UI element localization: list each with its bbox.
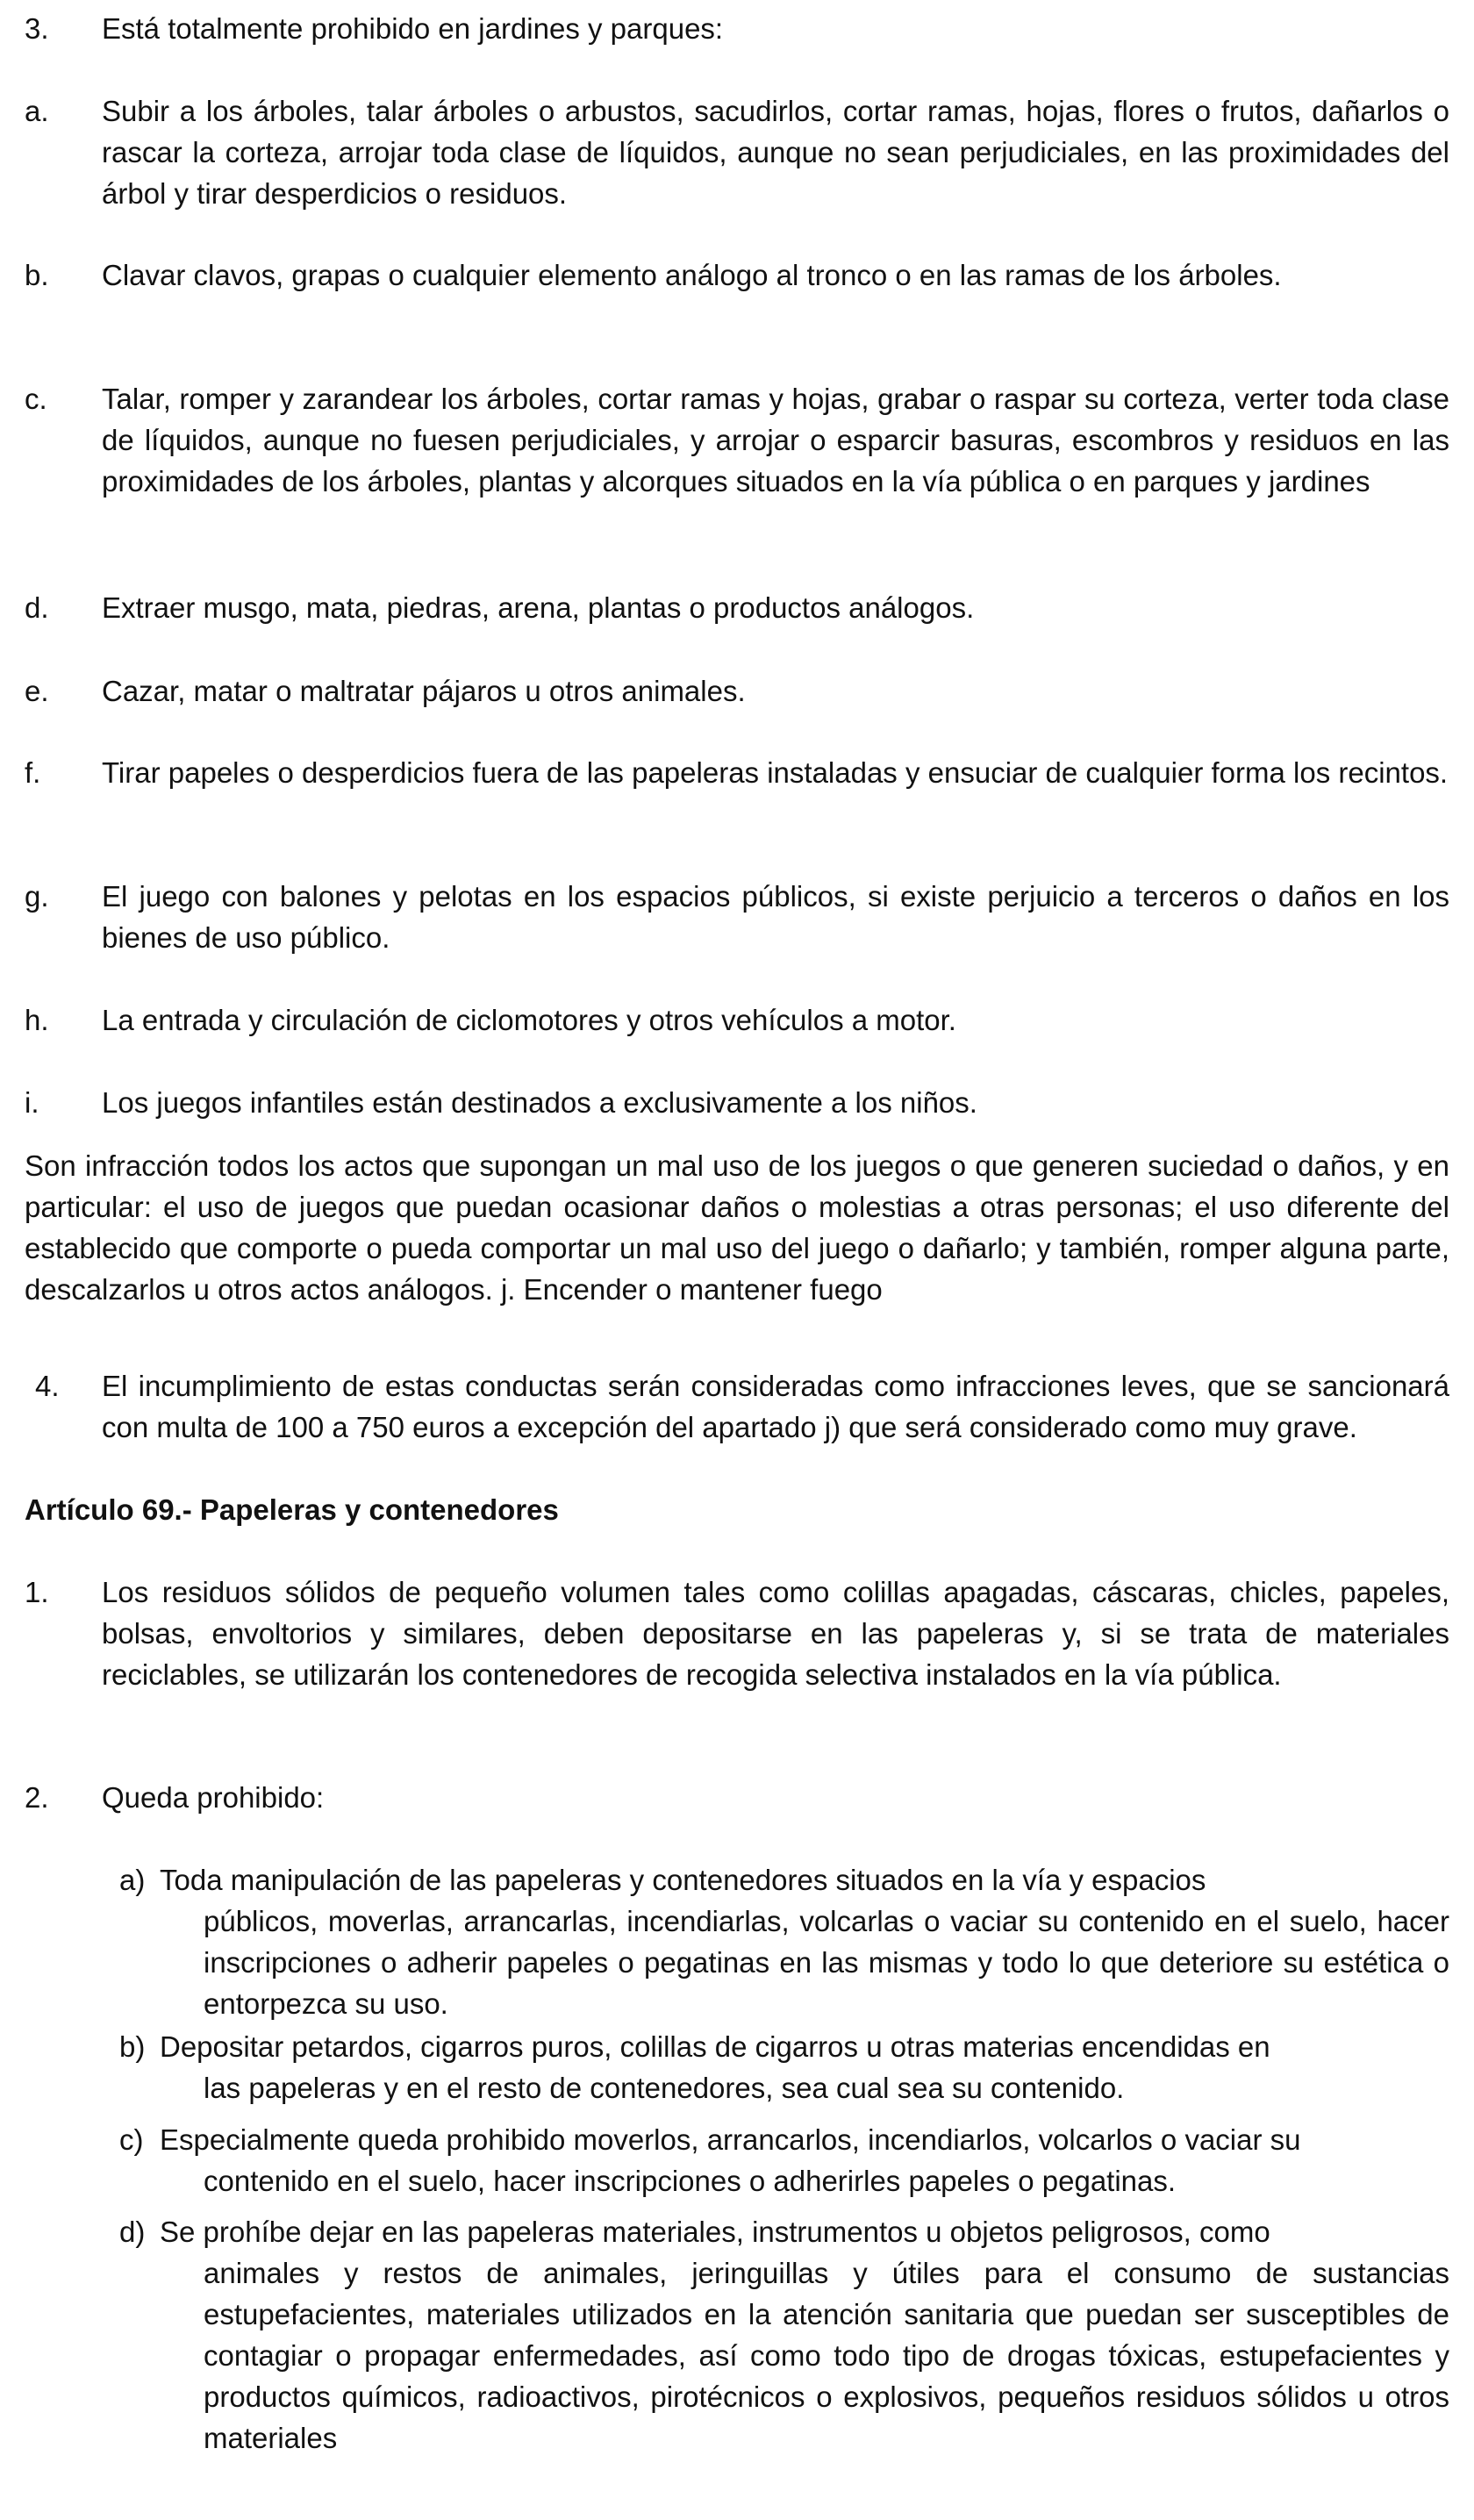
item-text: Está totalmente prohibido en jardines y parques:: [102, 12, 724, 45]
sub-item-first-line: Especialmente queda prohibido moverlos, arrancarlos, incendiarlos, volcarlos o vaciar su: [160, 2123, 1301, 2156]
sub-item-first-line: Depositar petardos, cigarros puros, colillas de cigarros u otras materias encendidas en: [160, 2030, 1270, 2063]
item-text: El juego con balones y pelotas en los espacios públicos, si existe perjuicio a terceros o daños en los bienes de uso público.: [102, 880, 1449, 954]
item-text: Queda prohibido:: [102, 1781, 325, 1814]
item-text: Cazar, matar o maltratar pájaros u otros animales.: [102, 675, 746, 707]
item-letter: d.: [25, 591, 49, 624]
sub-item-first-line: Toda manipulación de las papeleras y contenedores situados en la vía y espacios: [160, 1864, 1206, 1896]
sub-item-b: [95, 2026, 1449, 2108]
item-text: Tirar papeles o desperdicios fuera de las papeleras instaladas y ensuciar de cualquier forma los recintos.: [102, 756, 1449, 789]
item-letter: h.: [25, 1004, 49, 1036]
article-item-2: [25, 1777, 1449, 1818]
list-item-d: [25, 587, 1449, 628]
item-text: Subir a los árboles, talar árboles o arbustos, sacudirlos, cortar ramas, hojas, flores o frutos, dañarlos o rascar la corteza, arrojar toda clase de líquidos, aunque no sean perjudiciales, en las proximidades del árbol y tirar desperdicios o residuos.: [102, 95, 1449, 210]
item-number: 1.: [25, 1576, 49, 1608]
item-text: Clavar clavos, grapas o cualquier elemento análogo al tronco o en las ramas de los árboles.: [102, 259, 1282, 291]
infraction-paragraph: Son infracción todos los actos que supongan un mal uso de los juegos o que generen suciedad o daños, y en particular: el uso de juegos que puedan ocasionar daños o molestias a otras personas; el uso diferente del establecido que comporte o pueda comportar un mal uso del juego o dañarlo; y también, romper alguna parte, descalzarlos u otros actos análogos. j. Encender o mantener fuego: [25, 1149, 1449, 1306]
item-letter: f.: [25, 756, 41, 789]
sub-item-rest: animales y restos de animales, jeringuillas y útiles para el consumo de sustancias estupefacientes, materiales utilizados en la atención sanitaria que puedan ser susceptibles de contagiar o propagar enfermedades, así como todo tipo de drogas tóxicas, estupefacientes y productos químicos, radioactivos, pirotécnicos o explosivos, pequeños residuos sólidos u otros materiales: [204, 2257, 1449, 2454]
item-letter: i.: [25, 1086, 39, 1119]
sub-item-d: [95, 2211, 1449, 2459]
list-item-i: [25, 1082, 1449, 1123]
item-text: El incumplimiento de estas conductas serán consideradas como infracciones leves, que se sancionará con multa de 100 a 750 euros a excepción del apartado j) que será considerado como muy grave.: [102, 1370, 1449, 1443]
article-heading: Artículo 69.- Papeleras y contenedores: [25, 1493, 559, 1526]
section-4: [25, 1365, 1449, 1448]
sub-item-rest: públicos, moverlas, arrancarlas, incendiarlas, volcarlas o vaciar su contenido en el suelo, hacer inscripciones o adherir papeles o pegatinas en las mismas y todo lo que deteriore su estética o entorpezca su uso.: [204, 1905, 1449, 2020]
sub-item-c: [95, 2119, 1449, 2201]
item-number: 3.: [25, 12, 49, 45]
sub-item-letter: a): [119, 1864, 146, 1896]
sub-item-letter: b): [119, 2030, 146, 2063]
item-letter: e.: [25, 675, 49, 707]
item-text: La entrada y circulación de ciclomotores y otros vehículos a motor.: [102, 1004, 956, 1036]
list-item-e: [25, 670, 1449, 712]
list-item-f: [25, 752, 1449, 793]
item-text: Talar, romper y zarandear los árboles, cortar ramas y hojas, grabar o raspar su corteza, verter toda clase de líquidos, aunque no fuesen perjudiciales, y arrojar o esparcir basuras, escombros y residuos en las proximidades de los árboles, plantas y alcorques situados en la vía pública o en parques y jardines: [102, 383, 1449, 498]
sub-item-a: [95, 1859, 1449, 2024]
list-item-h: [25, 999, 1449, 1041]
item-number: 2.: [25, 1781, 49, 1814]
list-item-g: [25, 876, 1449, 958]
item-text: Extraer musgo, mata, piedras, arena, plantas o productos análogos.: [102, 591, 975, 624]
item-letter: g.: [25, 880, 49, 913]
sub-item-rest: contenido en el suelo, hacer inscripciones o adherirles papeles o pegatinas.: [204, 2165, 1177, 2197]
item-number: 4.: [35, 1370, 60, 1402]
item-letter: b.: [25, 259, 49, 291]
item-letter: c.: [25, 383, 47, 415]
section-3: [25, 8, 1449, 49]
article-item-1: [25, 1571, 1449, 1695]
item-letter: a.: [25, 95, 49, 127]
item-text: Los residuos sólidos de pequeño volumen tales como colillas apagadas, cáscaras, chicles, papeles, bolsas, envoltorios y similares, deben depositarse en las papeleras y, si se trata de materiales reciclables, se utilizarán los contenedores de recogida selectiva instalados en la vía pública.: [102, 1576, 1449, 1691]
list-item-c: [25, 378, 1449, 502]
sub-item-first-line: Se prohíbe dejar en las papeleras materiales, instrumentos u objetos peligrosos, como: [160, 2216, 1270, 2248]
list-item-b: [25, 254, 1449, 296]
item-text: Los juegos infantiles están destinados a exclusivamente a los niños.: [102, 1086, 977, 1119]
sub-item-rest: las papeleras y en el resto de contenedores, sea cual sea su contenido.: [204, 2072, 1125, 2104]
sub-item-letter: c): [119, 2123, 144, 2156]
sub-item-letter: d): [119, 2216, 146, 2248]
list-item-a: [25, 90, 1449, 214]
